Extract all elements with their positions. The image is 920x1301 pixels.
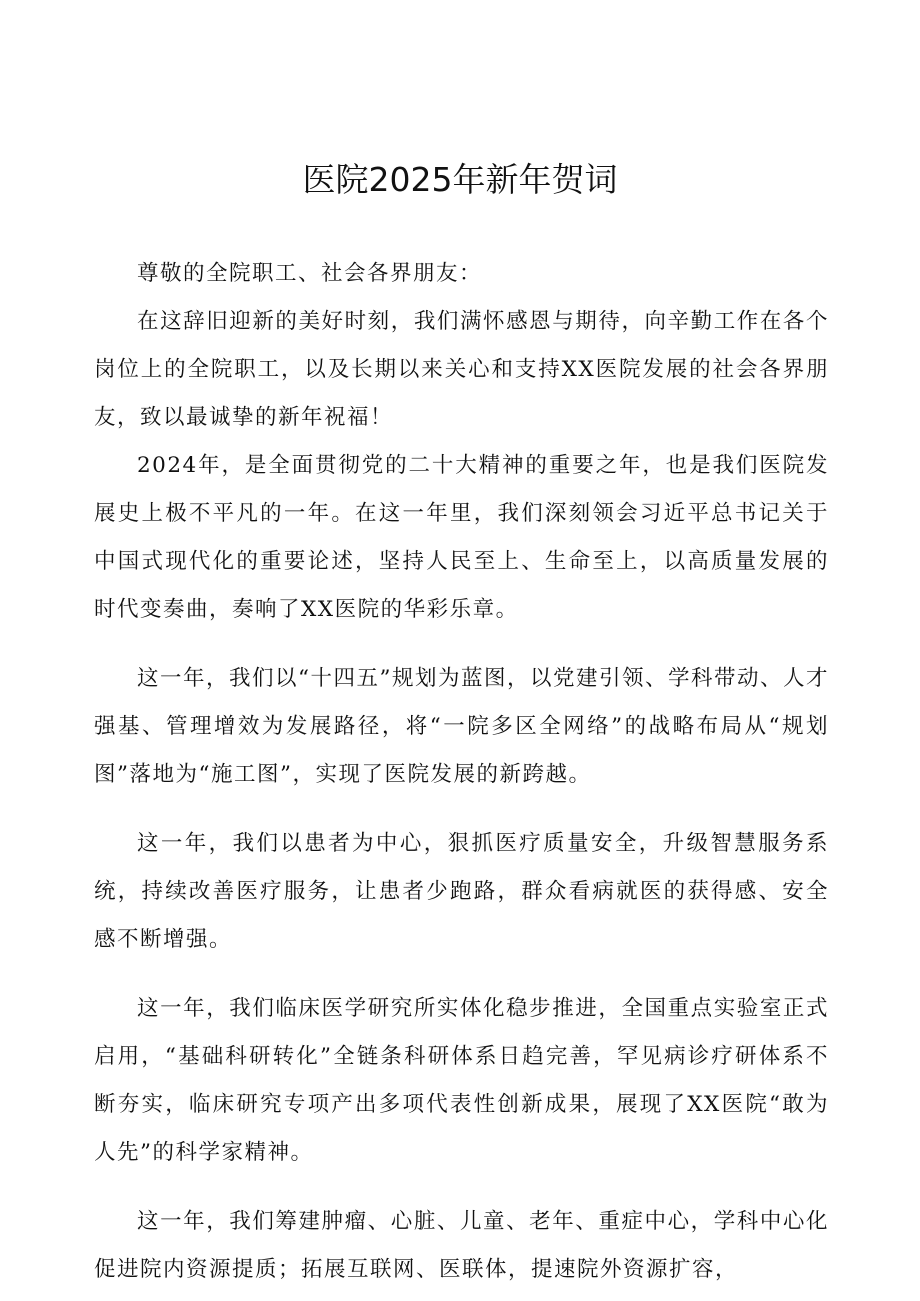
paragraph-greeting: 在这辞旧迎新的美好时刻，我们满怀感恩与期待，向辛勤工作在各个岗位上的全院职工，以及长期以来关心和支持XX医院发展的社会各界朋友，致以最诚挚的新年祝福！ xyxy=(94,309,829,430)
paragraph-discipline-centers: 这一年，我们筹建肿瘤、心脏、儿童、老年、重症中心，学科中心化促进院内资源提质；拓展互联网、医联体，提速院外资源扩容， xyxy=(94,1209,829,1282)
document-title: 医院2025年新年贺词 xyxy=(302,160,618,199)
paragraph-plan: 这一年，我们以“十四五”规划为蓝图，以党建引领、学科带动、人才强基、管理增效为发展路径，将“一院多区全网络”的战略布局从“规划图”落地为“施工图”，实现了医院发展的新跨越。 xyxy=(94,666,829,787)
salutation: 尊敬的全院职工、社会各界朋友： xyxy=(137,261,483,286)
document-body xyxy=(94,250,829,1301)
paragraph-patient-service: 这一年，我们以患者为中心，狠抓医疗质量安全，升级智慧服务系统，持续改善医疗服务，让患者少跑路，群众看病就医的获得感、安全感不断增强。 xyxy=(94,831,829,952)
paragraph-research: 这一年，我们临床医学研究所实体化稳步推进，全国重点实验室正式启用，“基础科研转化”全链条科研体系日趋完善，罕见病诊疗研体系不断夯实，临床研究专项产出多项代表性创新成果，展现了XX医院“敢为人先”的科学家精神。 xyxy=(94,996,829,1165)
paragraph-2024-review: 2024年，是全面贯彻党的二十大精神的重要之年，也是我们医院发展史上极不平凡的一年。在这一年里，我们深刻领会习近平总书记关于中国式现代化的重要论述，坚持人民至上、生命至上，以高质量发展的时代变奏曲，奏响了XX医院的华彩乐章。 xyxy=(94,453,829,622)
